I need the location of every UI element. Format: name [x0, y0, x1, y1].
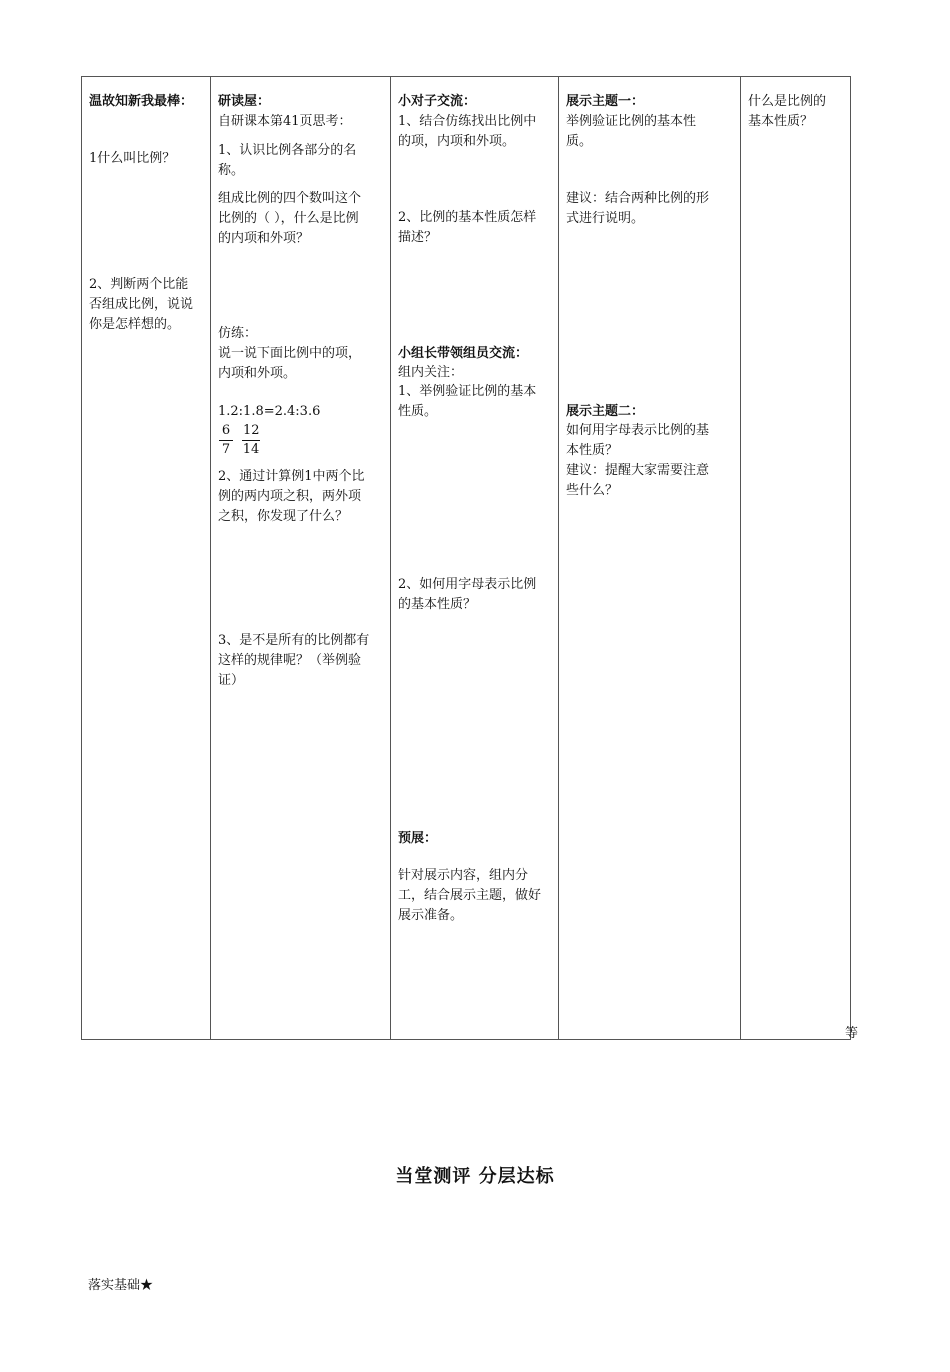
- column-study: [210, 77, 390, 1039]
- study-intro: 自研课本第41页思考：: [218, 114, 352, 129]
- pair-item-2: 2、比例的基本性质怎样 描述？: [398, 210, 537, 245]
- preview-title: 预展：: [398, 831, 438, 846]
- study-item-2: 2、通过计算例1中两个比 例的两内项之积，两外项 之积，你发现了什么？: [218, 469, 365, 524]
- fraction-1-numerator: 6: [219, 422, 233, 441]
- fraction-2-numerator: 12: [242, 422, 260, 441]
- group-item-1: 1、举例验证比例的基本 性质。: [398, 384, 537, 419]
- group-item-2: 2、如何用字母表示比例 的基本性质？: [398, 577, 537, 612]
- topic-1-text: 举例验证比例的基本性 质。: [566, 114, 697, 149]
- group-title: 小组长带领组员交流：: [398, 346, 529, 361]
- footer-label: 落实基础★: [88, 1278, 154, 1293]
- lesson-table: [81, 76, 851, 1040]
- group-focus: 组内关注：: [398, 365, 464, 380]
- study-item-1b: 组成比例的四个数叫这个 比例的（ ），什么是比例 的内项和外项？: [218, 191, 362, 246]
- practice-text: 说一说下面比例中的项， 内项和外项。: [218, 346, 362, 381]
- overflow-character: 等: [845, 1026, 859, 1041]
- review-title: 温故知新我最棒：: [89, 94, 194, 109]
- topic-1-title: 展示主题一：: [566, 94, 645, 109]
- fraction-1-denominator: 7: [221, 442, 231, 457]
- section-title: 当堂测评 分层达标: [395, 1166, 555, 1187]
- fraction-2-denominator: 14: [242, 442, 260, 457]
- pair-item-1: 1、结合仿练找出比例中 的项，内项和外项。: [398, 114, 537, 149]
- pair-title: 小对子交流：: [398, 94, 477, 109]
- study-title: 研读屋：: [218, 94, 271, 109]
- study-item-3: 3、是不是所有的比例都有 这样的规律呢？（举例验 证）: [218, 633, 370, 688]
- practice-fraction-2: [242, 422, 260, 459]
- review-question-1: 1什么叫比例？: [89, 151, 176, 166]
- preview-text: 针对展示内容，组内分 工，结合展示主题，做好 展示准备。: [398, 868, 542, 923]
- practice-ratio: 1.2:1.8=2.4:3.6: [218, 404, 321, 419]
- topic-2-text: 如何用字母表示比例的基 本性质？ 建议：提醒大家需要注意 些什么？: [566, 423, 710, 498]
- column-summary: [740, 77, 850, 1039]
- practice-fraction-1: [219, 422, 233, 459]
- column-review: [82, 77, 210, 1039]
- study-item-1: 1、认识比例各部分的名 称。: [218, 143, 357, 178]
- column-topics: [558, 77, 740, 1039]
- practice-title: 仿练：: [218, 326, 258, 341]
- column-pair-exchange: [390, 77, 558, 1039]
- topic-1-suggestion: 建议：结合两种比例的形 式进行说明。: [566, 191, 710, 226]
- review-question-2: 2、判断两个比能 否组成比例，说说 你是怎样想的。: [89, 277, 194, 332]
- topic-2-title: 展示主题二：: [566, 404, 645, 419]
- summary-text: 什么是比例的 基本性质？: [748, 94, 827, 129]
